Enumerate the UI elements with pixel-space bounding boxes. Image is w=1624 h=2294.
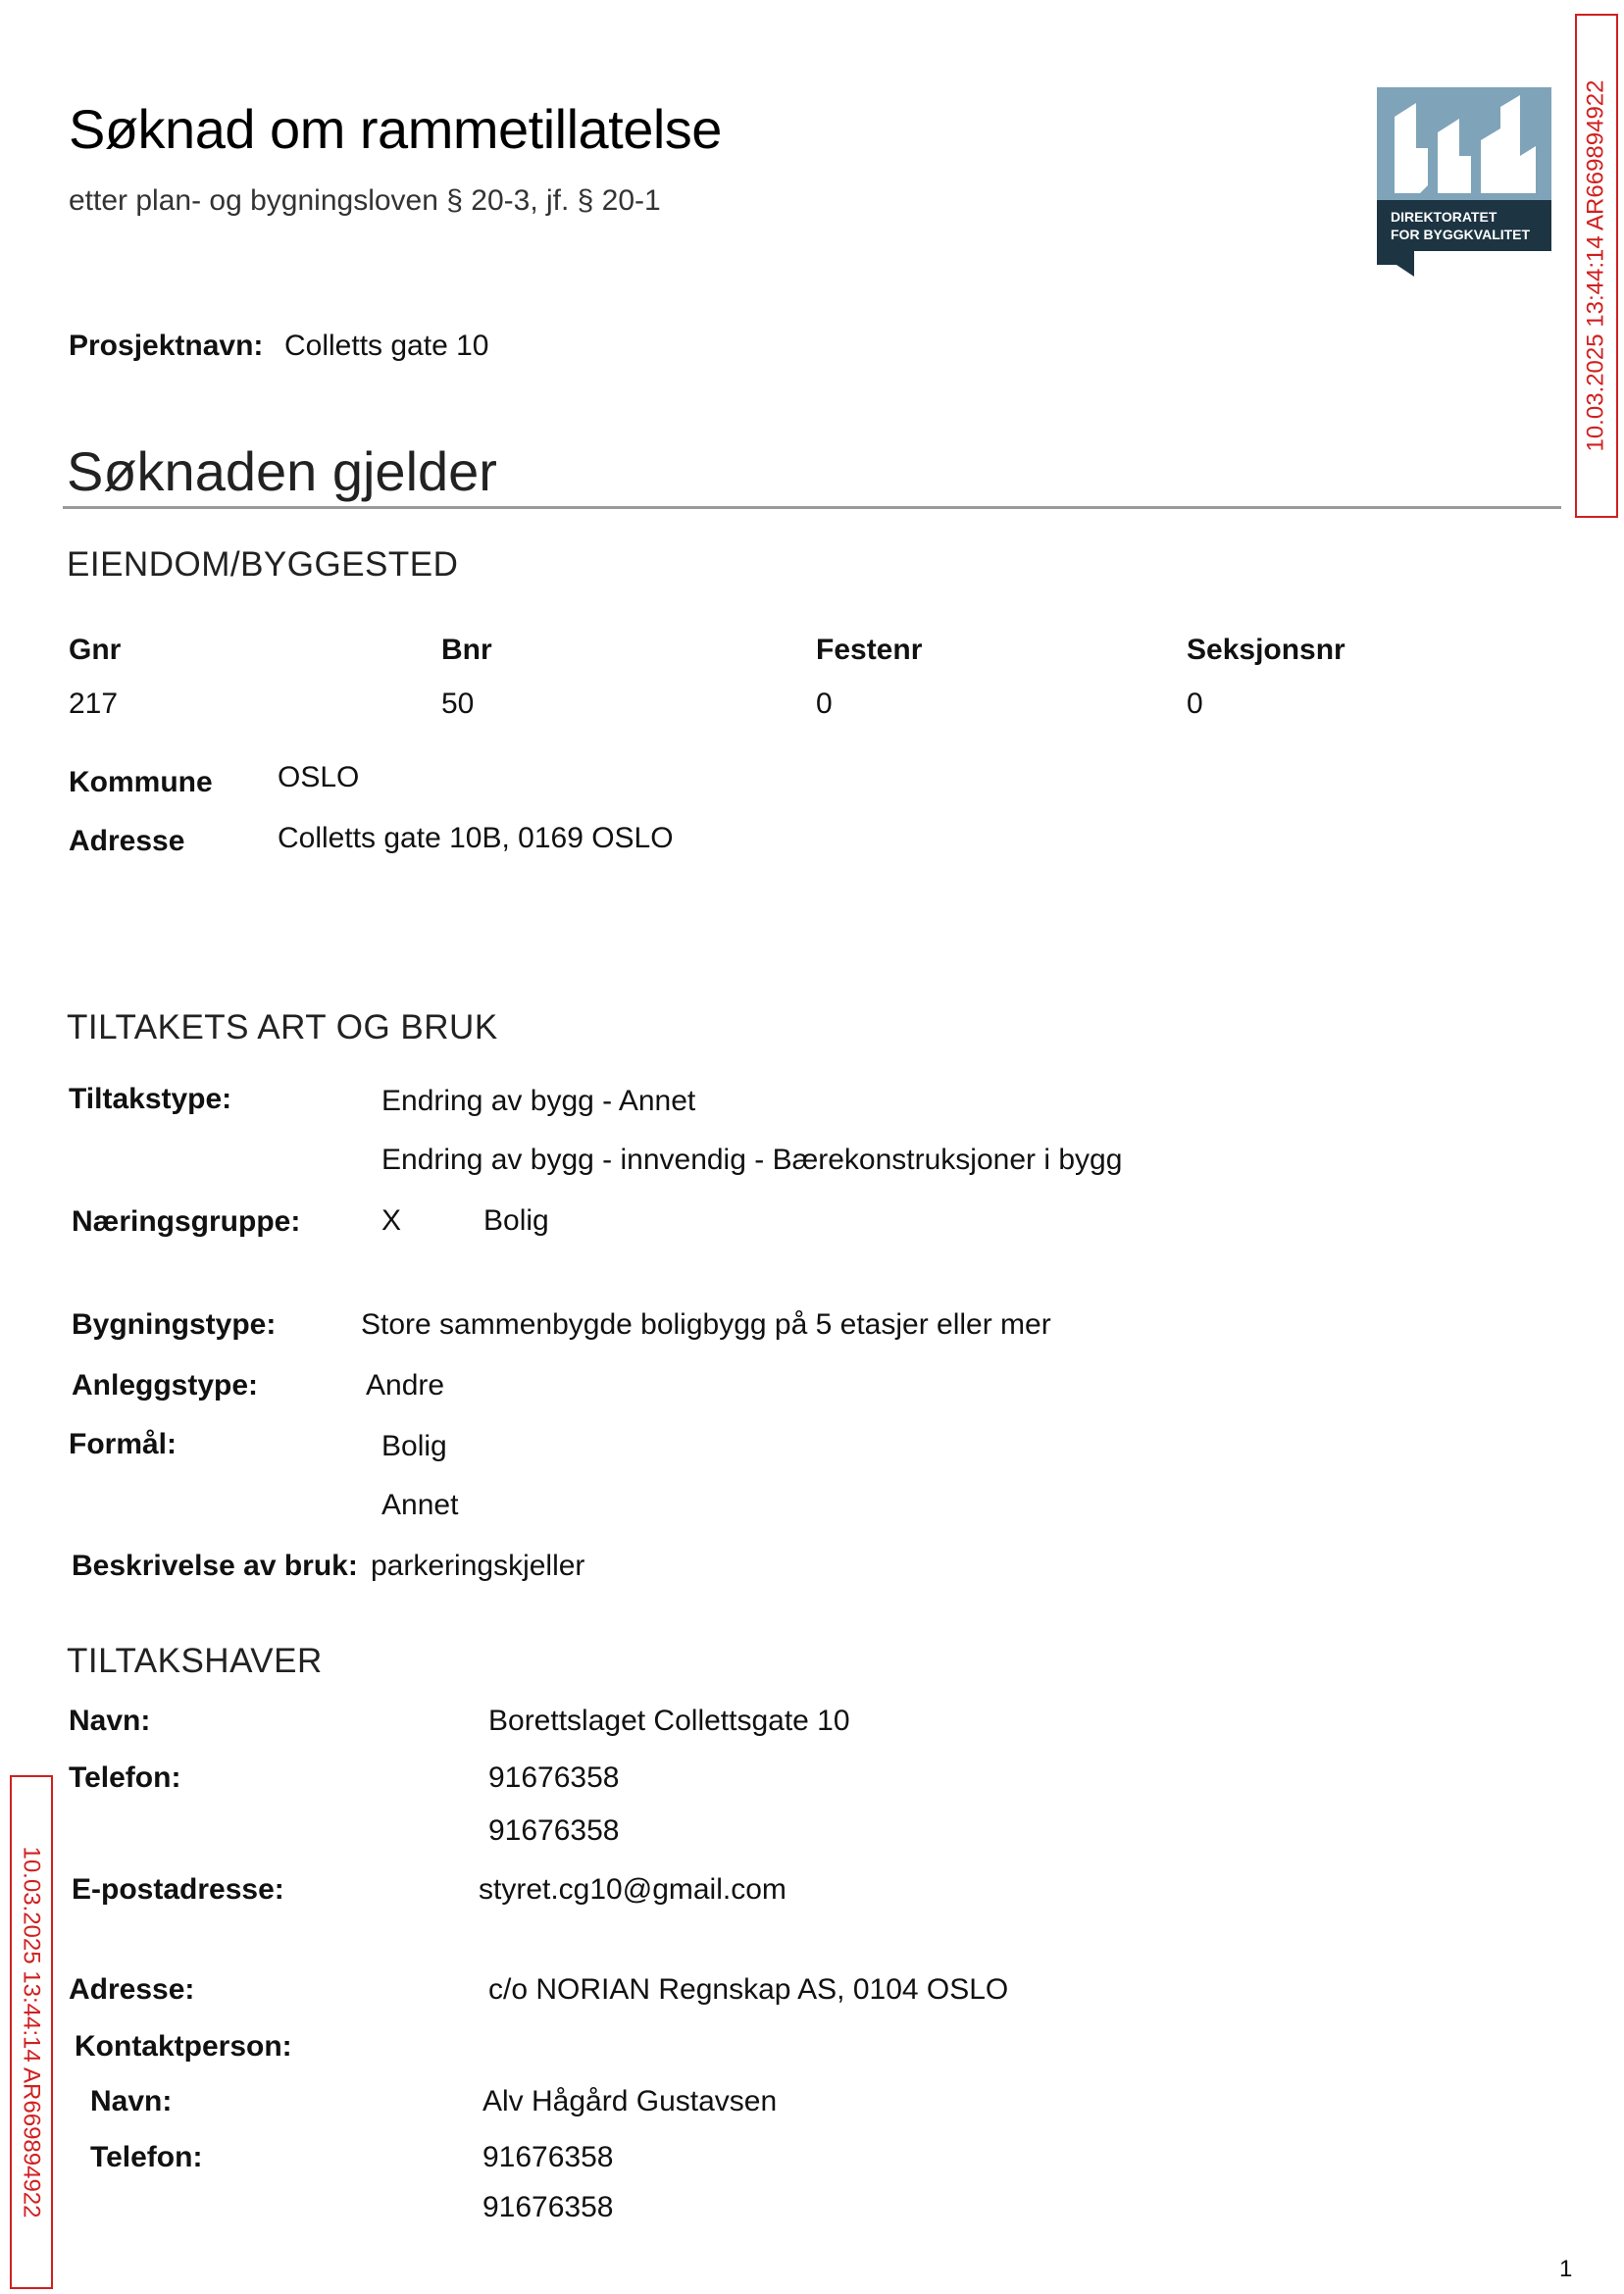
section-title: Søknaden gjelder [67,440,497,502]
naeringsgruppe-label: Næringsgruppe: [72,1205,301,1238]
seksjonsnr-value: 0 [1187,688,1203,720]
receipt-stamp-left-text: 10.03.2025 13:44:14 AR669894922 [19,1846,45,2218]
document-subtitle: etter plan- og bygningsloven § 20-3, jf. § 20-1 [69,184,661,217]
receipt-stamp-right [1575,14,1618,518]
formal-value-1: Bolig [381,1430,447,1462]
kontaktperson-telefon-value-1: 91676358 [482,2141,614,2173]
festenr-header: Festenr [816,634,923,666]
project-name-value: Colletts gate 10 [284,330,489,362]
tiltakstype-value-2: Endring av bygg - innvendig - Bærekonstruksjoner i bygg [381,1144,1123,1176]
bygningstype-value: Store sammenbygde boligbygg på 5 etasjer eller mer [361,1308,1051,1341]
kontaktperson-navn-label: Navn: [90,2085,173,2117]
beskrivelse-value: parkeringskjeller [371,1550,585,1582]
adresse-value: Colletts gate 10B, 0169 OSLO [278,822,674,854]
tiltakshaver-telefon-label: Telefon: [69,1761,181,1794]
gnr-header: Gnr [69,634,122,666]
kontaktperson-telefon-label: Telefon: [90,2141,203,2173]
receipt-stamp-left [10,1775,53,2289]
tiltakstype-value-1: Endring av bygg - Annet [381,1085,696,1117]
formal-value-2: Annet [381,1489,459,1521]
tiltakstype-label: Tiltakstype: [69,1083,232,1115]
beskrivelse-label: Beskrivelse av bruk: [72,1550,358,1582]
kontaktperson-label: Kontaktperson: [75,2030,292,2063]
naeringsgruppe-value: Bolig [483,1204,549,1237]
anleggstype-label: Anleggstype: [72,1369,259,1402]
anleggstype-value: Andre [366,1369,445,1402]
kommune-value: OSLO [278,761,360,793]
dibk-logo [1377,87,1551,277]
document-title: Søknad om rammetillatelse [69,98,722,160]
epost-label: E-postadresse: [72,1873,284,1906]
tiltakshaver-telefon-value-1: 91676358 [488,1761,620,1794]
epost-value: styret.cg10@gmail.com [479,1873,787,1906]
bnr-header: Bnr [441,634,492,666]
page-number: 1 [1559,2256,1573,2282]
festenr-value: 0 [816,688,833,720]
tiltakshaver-navn-value: Borettslaget Collettsgate 10 [488,1705,850,1737]
seksjonsnr-header: Seksjonsnr [1187,634,1345,666]
logo-text-line1: DIREKTORATET [1391,209,1497,225]
tiltak-heading: TILTAKETS ART OG BRUK [67,1008,498,1046]
tiltakshaver-adresse-label: Adresse: [69,1973,195,2006]
tiltakshaver-telefon-value-2: 91676358 [488,1814,620,1847]
logo-text-line2: FOR BYGGKVALITET [1391,227,1531,242]
tiltakshaver-adresse-value: c/o NORIAN Regnskap AS, 0104 OSLO [488,1973,1009,2006]
naeringsgruppe-code: X [381,1204,402,1237]
section-divider [63,506,1561,509]
kontaktperson-navn-value: Alv Hågård Gustavsen [482,2085,778,2117]
kontaktperson-telefon-value-2: 91676358 [482,2191,614,2223]
formal-label: Formål: [69,1428,178,1460]
receipt-stamp-right-text: 10.03.2025 13:44:14 AR669894922 [1583,79,1609,452]
bygningstype-label: Bygningstype: [72,1308,277,1341]
bnr-value: 50 [441,688,475,720]
kommune-label: Kommune [69,766,213,798]
project-name-label: Prosjektnavn: [69,330,264,362]
eiendom-heading: EIENDOM/BYGGESTED [67,545,459,584]
adresse-label: Adresse [69,825,185,857]
tiltakshaver-heading: TILTAKSHAVER [67,1642,323,1680]
gnr-value: 217 [69,688,119,720]
tiltakshaver-navn-label: Navn: [69,1705,151,1737]
